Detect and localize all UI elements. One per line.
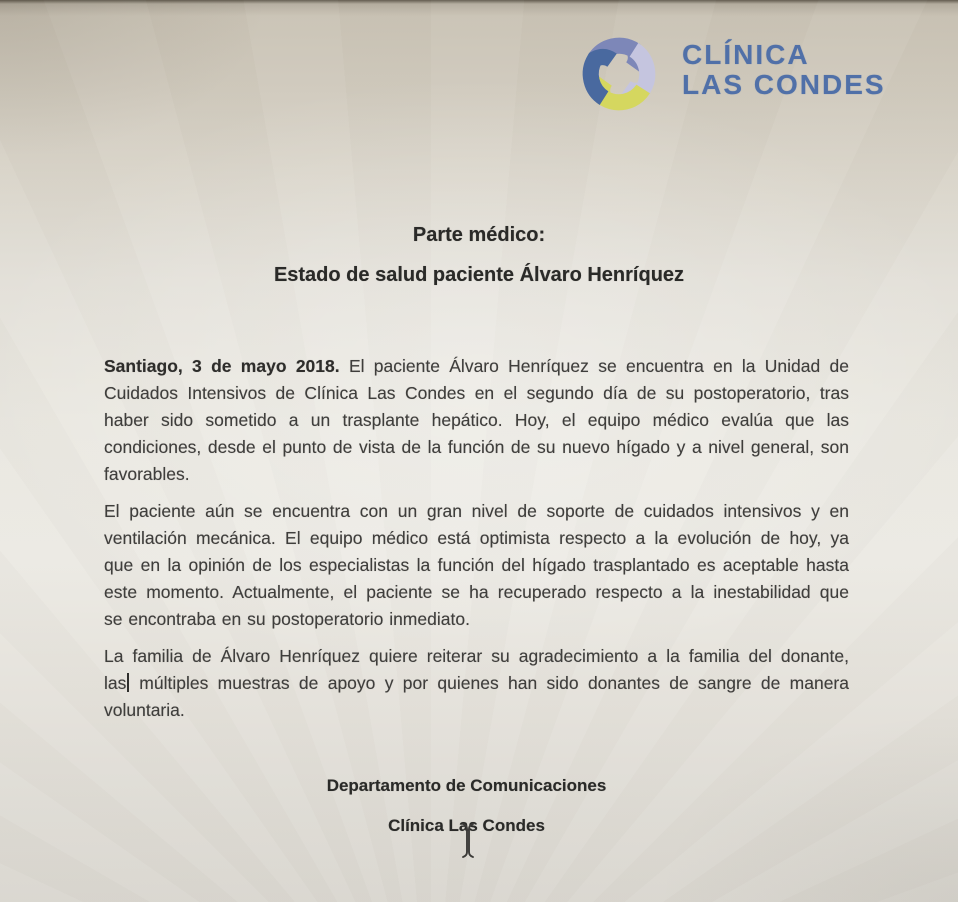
- text-line: este momento. Actualmente, el paciente se ha recuperado respecto a la inestabilidad que: [104, 582, 849, 602]
- text-line: que en la opinión de los especialistas la función del hígado trasplantado es aceptable hasta: [104, 555, 849, 575]
- paragraph-3: [104, 643, 849, 724]
- footer-department: Departamento de Comunicaciones: [326, 776, 607, 795]
- text-line: voluntaria.: [104, 700, 185, 720]
- text-caret: [127, 673, 129, 692]
- document-heading: [0, 224, 958, 287]
- footer-clinic-name: Clínica Las Condes: [388, 816, 545, 835]
- clinic-logo-wordmark: [682, 40, 886, 100]
- clinic-logo: [566, 28, 886, 120]
- text-line: Cuidados Intensivos de Clínica Las Condes en el segundo día de su postoperatorio, tras: [104, 383, 849, 403]
- line-text-before-caret: las: [104, 673, 127, 693]
- i-beam-cursor-icon: [460, 822, 476, 859]
- paragraph-1: [104, 353, 849, 488]
- text-line: El paciente aún se encuentra con un gran nivel de soporte de cuidados intensivos y en: [104, 501, 849, 521]
- document-title: Parte médico:: [412, 224, 546, 246]
- logo-wordmark-line1: CLÍNICA: [682, 39, 810, 70]
- text-line: condiciones, desde el punto de vista de la función de su nuevo hígado y a nivel general, son: [104, 437, 849, 457]
- text-line: favorables.: [104, 464, 190, 484]
- line-text-after-caret: múltiples muestras de apoyo y por quienes han sido donantes de sangre de manera: [129, 673, 849, 693]
- text-line-with-caret: [104, 670, 849, 697]
- line-text: El paciente Álvaro Henríquez se encuentra en la Unidad de: [348, 356, 850, 376]
- text-line: La familia de Álvaro Henríquez quiere reiterar su agradecimiento a la familia del donante,: [104, 646, 849, 666]
- paragraph-2: [104, 498, 849, 633]
- text-line: se encontraba en su postoperatorio inmediato.: [104, 609, 470, 629]
- text-line: haber sido sometido a un trasplante hepático. Hoy, el equipo médico evalúa que las: [104, 410, 849, 430]
- document-subtitle: Estado de salud paciente Álvaro Henríquez: [273, 264, 685, 286]
- text-line: ventilación mecánica. El equipo médico está optimista respecto a la evolución de hoy, ya: [104, 528, 849, 548]
- logo-wordmark-line2: LAS CONDES: [682, 69, 886, 100]
- date-lead: Santiago, 3 de mayo 2018.: [104, 356, 340, 376]
- document-text-region[interactable]: [104, 353, 849, 734]
- text-line: [104, 353, 849, 380]
- clinic-logo-icon: [566, 28, 672, 120]
